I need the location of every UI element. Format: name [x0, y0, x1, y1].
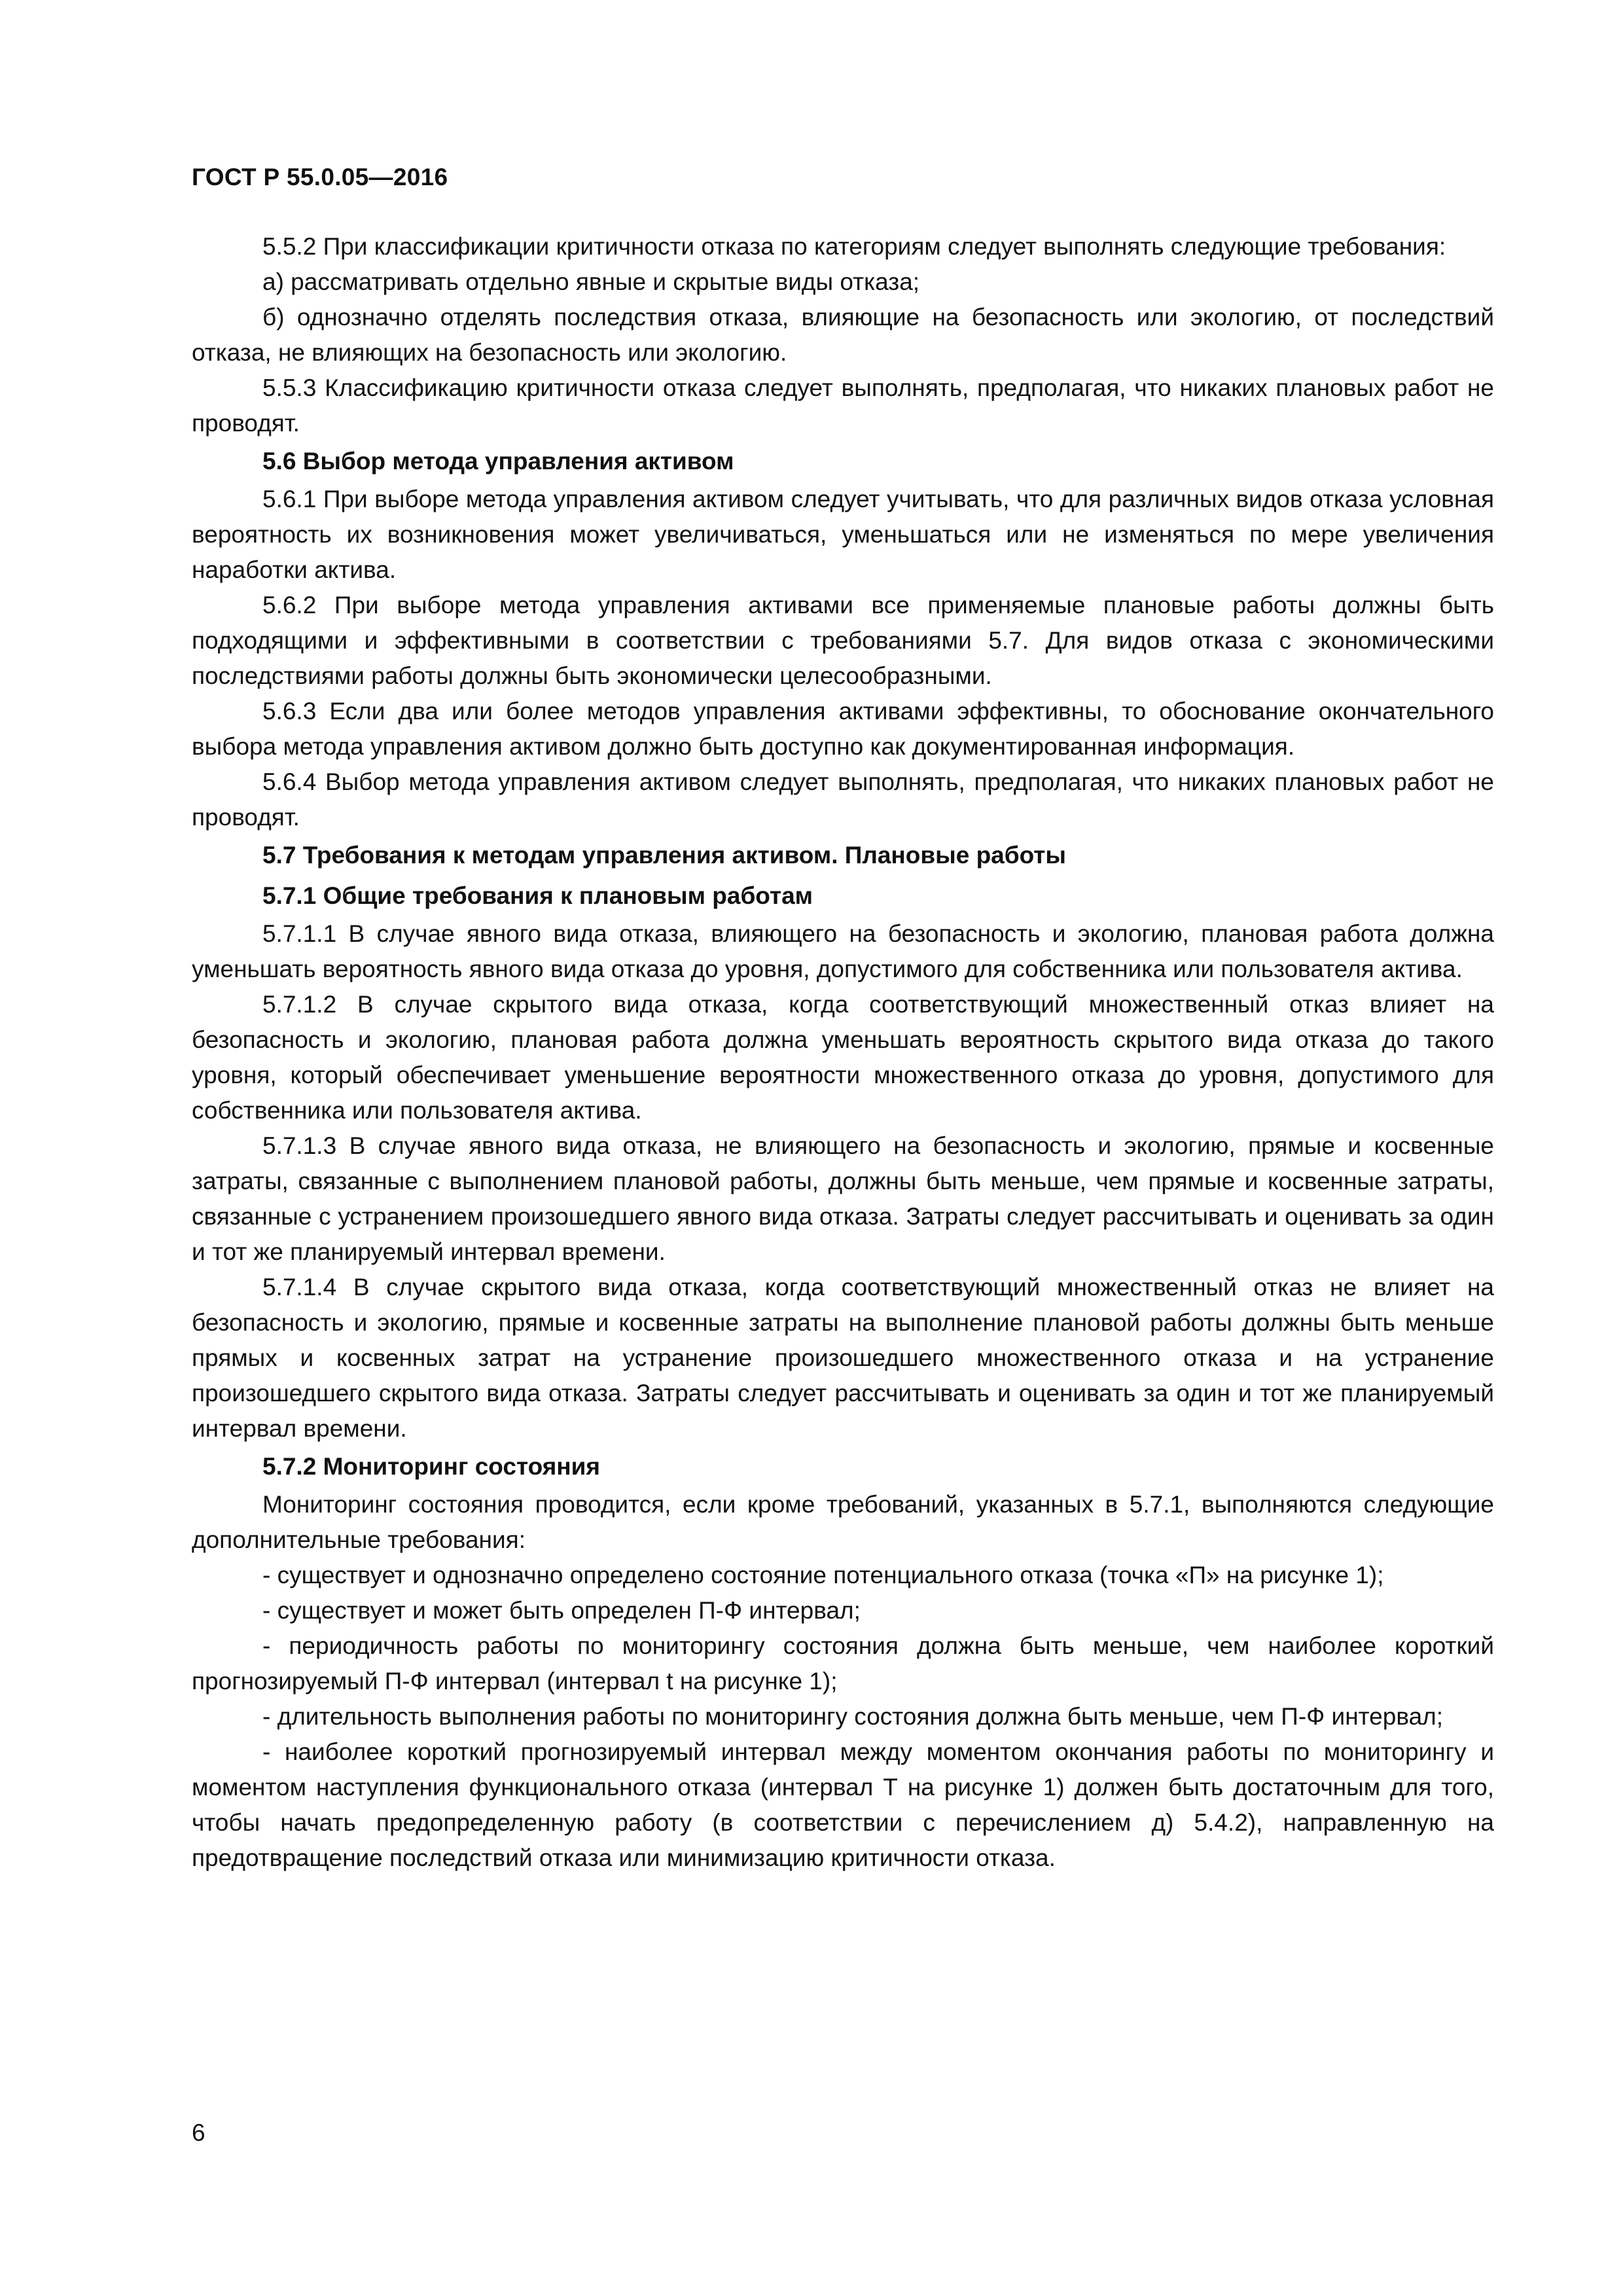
paragraph: 5.5.3 Классификацию критичности отказа следует выполнять, предполагая, что никаких плановых работ не проводят. [192, 374, 1494, 437]
paragraph: 5.7.1.1 В случае явного вида отказа, влияющего на безопасность и экологию, плановая работа должна уменьшать вероятность явного вида отказа до уровня, допустимого для собственника или пользователя актива. [192, 920, 1494, 982]
document-header: ГОСТ Р 55.0.05—2016 [192, 164, 448, 190]
document-body [192, 229, 1494, 1876]
paragraph: 5.6.3 Если два или более методов управления активами эффективны, то обоснование окончательного выбора метода управления активом должно быть доступно как документированная информация. [192, 698, 1494, 760]
list-item: - существует и может быть определен П-Ф интервал; [262, 1597, 861, 1624]
paragraph: 5.6.2 При выборе метода управления активами все применяемые плановые работы должны быть подходящими и эффективными в соответствии с требованиями 5.7. Для видов отказа с экономическими последствиями работы должны быть экономически целесообразными. [192, 592, 1494, 689]
paragraph: 5.6.1 При выборе метода управления активом следует учитывать, что для различных видов отказа условная вероятность их возникновения может увеличиваться, уменьшаться или не изменяться по мере увеличения наработки актива. [192, 486, 1494, 583]
paragraph: 5.7.1.2 В случае скрытого вида отказа, когда соответствующий множественный отказ влияет на безопасность и экологию, плановая работа должна уменьшать вероятность скрытого вида отказа до такого уровня, который обеспечивает уменьшение вероятности множественного отказа до уровня, допустимого для собственника или пользователя актива. [192, 991, 1494, 1124]
paragraph: 5.5.2 При классификации критичности отказа по категориям следует выполнять следующие требования: [262, 233, 1446, 260]
section-heading: 5.6 Выбор метода управления активом [262, 448, 734, 475]
list-item: - периодичность работы по мониторингу состояния должна быть меньше, чем наиболее короткий прогнозируемый П-Ф интервал (интервал t на рисунке 1); [192, 1632, 1494, 1695]
paragraph: 5.7.1.4 В случае скрытого вида отказа, когда соответствующий множественный отказ не влияет на безопасность и экологию, прямые и косвенные затраты на выполнение плановой работы должны быть меньше прямых и косвенных затрат на устранение произошедшего множественного отказа и на устранение произошедшего скрытого вида отказа. Затраты следует рассчитывать и оценивать за один и тот же планируемый интервал времени. [192, 1274, 1494, 1442]
list-item: - существует и однозначно определено состояние потенциального отказа (точка «П» на рисунке 1); [262, 1562, 1384, 1588]
list-item: - наиболее короткий прогнозируемый интервал между моментом окончания работы по мониторингу и моментом наступления функционального отказа (интервал Т на рисунке 1) должен быть достаточным для того, чтобы начать предопределенную работу (в соответствии с перечислением д) 5.4.2), направленную на предотвращение последствий отказа или минимизацию критичности отказа. [192, 1738, 1494, 1871]
paragraph: 5.7.1.3 В случае явного вида отказа, не влияющего на безопасность и экологию, прямые и косвенные затраты, связанные с выполнением плановой работы, должны быть меньше, чем прямые и косвенные затраты, связанные с устранением произошедшего явного вида отказа. Затраты следует рассчитывать и оценивать за один и тот же планируемый интервал времени. [192, 1132, 1494, 1265]
list-item: а) рассматривать отдельно явные и скрытые виды отказа; [262, 268, 920, 295]
paragraph: 5.6.4 Выбор метода управления активом следует выполнять, предполагая, что никаких плановых работ не проводят. [192, 768, 1494, 831]
subsection-heading: 5.7.1 Общие требования к плановым работам [262, 882, 813, 909]
list-item: - длительность выполнения работы по мониторингу состояния должна быть меньше, чем П-Ф интервал; [262, 1703, 1444, 1730]
section-heading: 5.7 Требования к методам управления активом. Плановые работы [262, 842, 1067, 869]
page-number: 6 [192, 2119, 205, 2146]
subsection-heading: 5.7.2 Мониторинг состояния [262, 1453, 600, 1480]
paragraph: Мониторинг состояния проводится, если кроме требований, указанных в 5.7.1, выполняются следующие дополнительные требования: [192, 1491, 1494, 1553]
list-item: б) однозначно отделять последствия отказа, влияющие на безопасность или экологию, от последствий отказа, не влияющих на безопасность или экологию. [192, 304, 1494, 366]
